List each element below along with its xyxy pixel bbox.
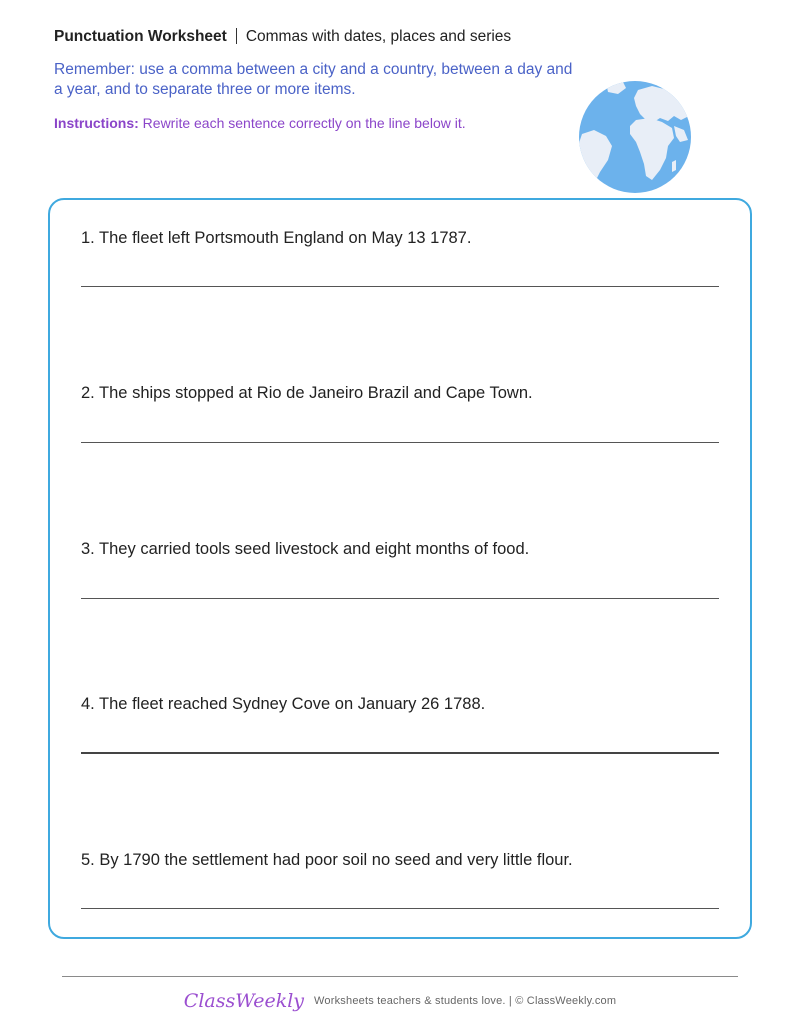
- instructions: [54, 115, 466, 131]
- answer-line-5[interactable]: [81, 908, 719, 909]
- question-5: 5. By 1790 the settlement had poor soil no seed and very little flour.: [81, 851, 573, 869]
- instructions-text: Rewrite each sentence correctly on the line below it.: [138, 115, 466, 131]
- footer: [0, 990, 800, 1012]
- brand-logo: ClassWeekly: [183, 990, 305, 1012]
- footer-text: Worksheets teachers & students love. | © ClassWeekly.com: [314, 995, 617, 1007]
- question-1: 1. The fleet left Portsmouth England on May 13 1787.: [81, 229, 472, 247]
- answer-line-3[interactable]: [81, 598, 719, 599]
- answer-line-1[interactable]: [81, 286, 719, 287]
- answer-line-4[interactable]: [81, 752, 719, 754]
- questions-card: [48, 198, 752, 939]
- footer-divider: [62, 976, 738, 977]
- question-3: 3. They carried tools seed livestock and eight months of food.: [81, 540, 530, 558]
- remember-note: Remember: use a comma between a city and a country, between a day and a year, and to separate three or more items.: [54, 61, 573, 98]
- instructions-label: Instructions:: [54, 115, 139, 131]
- answer-line-2[interactable]: [81, 442, 719, 443]
- header-divider: [236, 28, 237, 44]
- question-2: 2. The ships stopped at Rio de Janeiro Brazil and Cape Town.: [81, 384, 533, 402]
- worksheet-header: [54, 28, 511, 46]
- question-4: 4. The fleet reached Sydney Cove on January 26 1788.: [81, 695, 486, 713]
- globe-icon: [578, 80, 692, 194]
- worksheet-subtitle: Commas with dates, places and series: [245, 28, 512, 45]
- worksheet-title: Punctuation Worksheet: [54, 28, 227, 45]
